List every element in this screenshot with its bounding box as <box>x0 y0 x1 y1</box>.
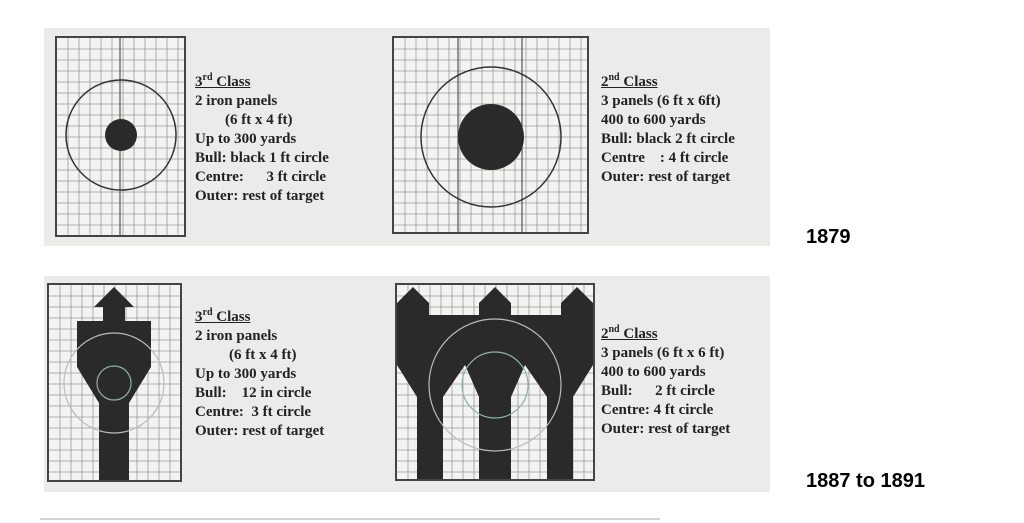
class-heading: 3rd Class <box>195 72 251 90</box>
caption-line: (6 ft x 4 ft) <box>229 347 297 363</box>
caption-line: 400 to 600 yards <box>601 364 706 380</box>
target-1879-second-class-drawing <box>394 38 587 232</box>
caption-line: 400 to 600 yards <box>601 112 706 128</box>
caption-line: (6 ft x 4 ft) <box>225 112 293 128</box>
caption-line: Outer: rest of target <box>601 169 731 185</box>
caption-1887-third-class <box>195 303 324 441</box>
caption-line: Bull: 2 ft circle <box>601 383 715 399</box>
target-1879-second-class <box>392 36 589 234</box>
class-heading: 2nd Class <box>601 72 658 90</box>
caption-1879-third-class <box>195 68 329 206</box>
target-1887-third-class-drawing <box>49 285 180 480</box>
target-1887-second-class-drawing <box>397 285 593 479</box>
bull-black-circle <box>105 119 137 151</box>
year-label-1879: 1879 <box>806 226 851 248</box>
caption-line: Outer: rest of target <box>195 188 325 204</box>
caption-line: Centre : 4 ft circle <box>601 150 729 166</box>
caption-line: 3 panels (6 ft x 6ft) <box>601 93 721 109</box>
caption-line: Bull: black 2 ft circle <box>601 131 735 147</box>
caption-1879-second-class <box>601 68 735 187</box>
caption-line: Bull: 12 in circle <box>195 385 312 401</box>
class-heading: 2nd Class <box>601 324 658 342</box>
caption-line: Up to 300 yards <box>195 131 297 147</box>
figure-silhouette <box>397 287 593 479</box>
caption-line: 2 iron panels <box>195 328 278 344</box>
caption-line: Up to 300 yards <box>195 366 297 382</box>
caption-line: Outer: rest of target <box>601 421 731 437</box>
target-1887-second-class <box>395 283 595 481</box>
target-1887-third-class <box>47 283 182 482</box>
target-1879-third-class <box>55 36 186 237</box>
class-heading: 3rd Class <box>195 307 251 325</box>
caption-line: 3 panels (6 ft x 6 ft) <box>601 345 725 361</box>
caption-line: Outer: rest of target <box>195 423 325 439</box>
caption-line: 2 iron panels <box>195 93 278 109</box>
caption-1887-second-class <box>601 320 730 439</box>
figure-silhouette <box>77 287 151 480</box>
bull-black-circle <box>458 104 524 170</box>
divider <box>40 518 660 520</box>
caption-line: Centre: 3 ft circle <box>195 404 312 420</box>
year-label-1887-to-1891: 1887 to 1891 <box>806 470 925 492</box>
caption-line: Centre: 3 ft circle <box>195 169 327 185</box>
caption-line: Centre: 4 ft circle <box>601 402 714 418</box>
caption-line: Bull: black 1 ft circle <box>195 150 329 166</box>
target-1879-third-class-drawing <box>57 38 184 235</box>
